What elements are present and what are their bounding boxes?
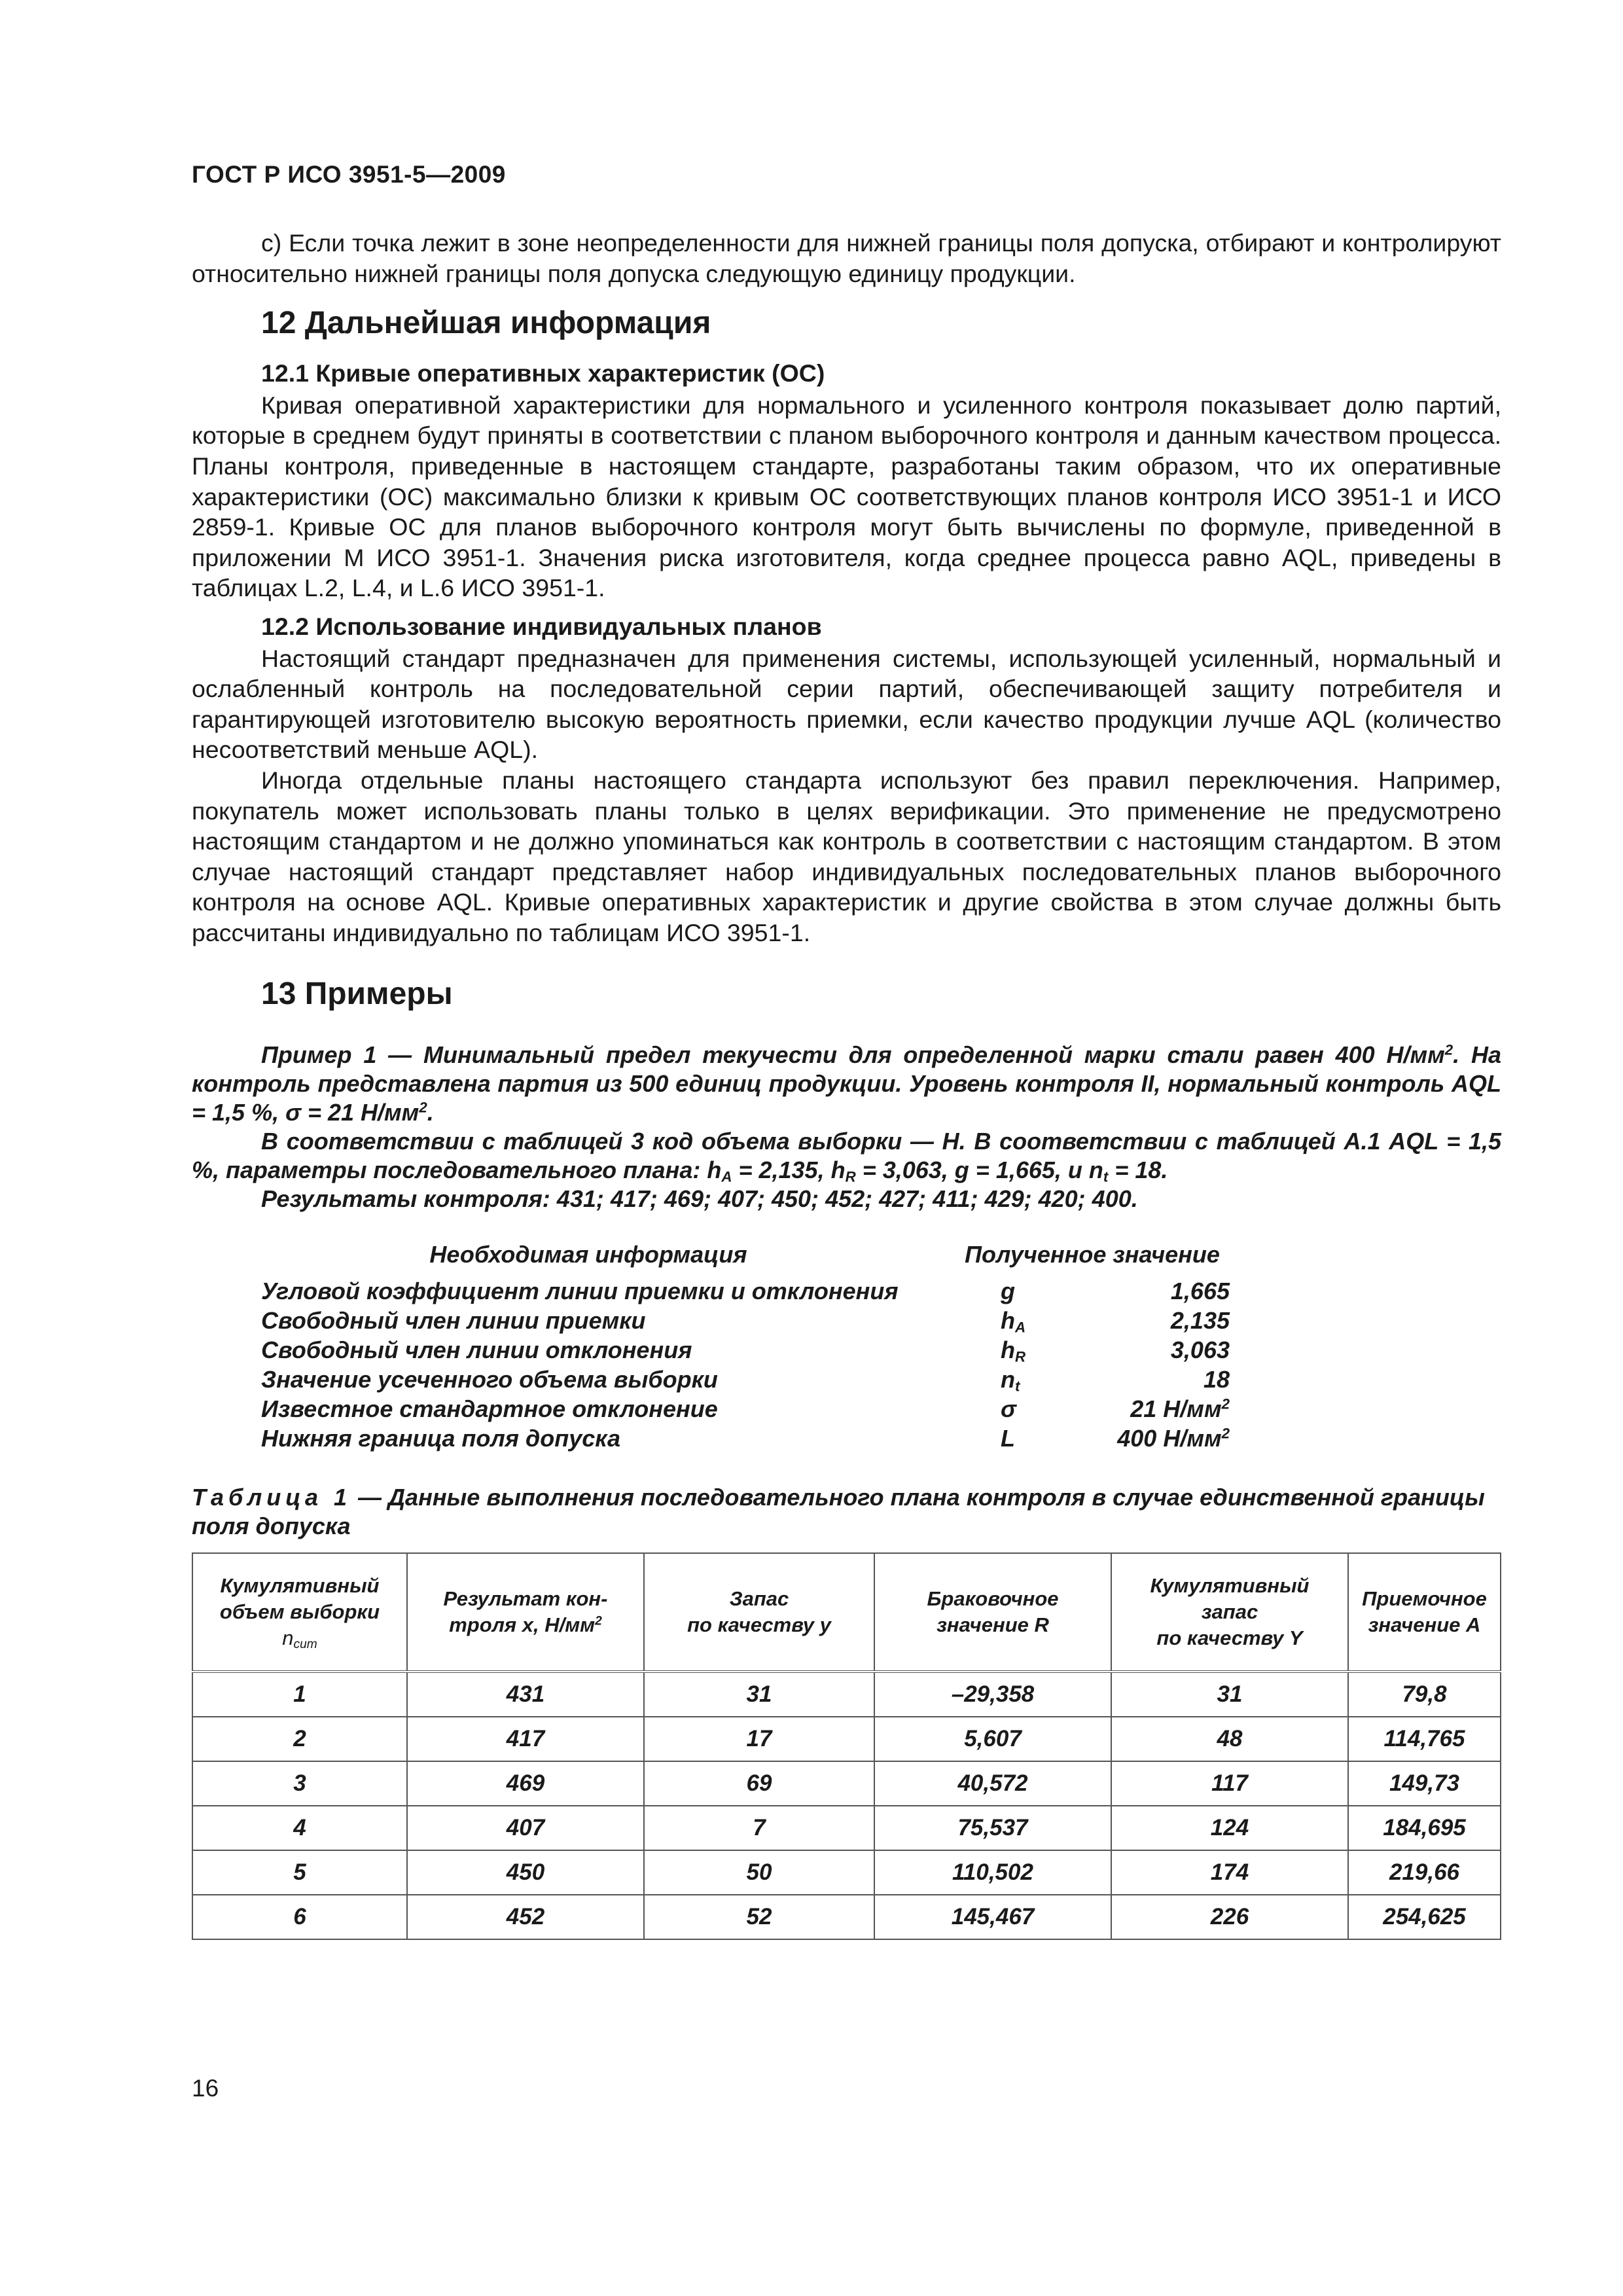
info-label: Нижняя граница поля допуска [261,1425,620,1452]
superscript: 2 [1444,1042,1454,1059]
table-1-title: — Данные выполнения последовательного плана контроля в случае единственной границы поля допуска [192,1484,1485,1540]
table-1-label: Таблица 1 [192,1484,352,1511]
header-line: Приемочное [1362,1587,1487,1611]
paragraph-c: c) Если точка лежит в зоне неопределенности для нижней границы поля допуска, отбирают и контролируют относительно нижней границы поля допуска следующую единицу продукции. [192,229,1501,287]
info-value [1079,1335,1230,1365]
info-symbol [1001,1306,1079,1335]
example-1-paragraph-3: Результаты контроля: 431; 417; 469; 407; 450; 452; 427; 411; 429; 420; 400. [261,1185,1138,1213]
column-header-r [874,1553,1111,1672]
example-1-paragraph-1 [192,1041,1501,1127]
table-cell: 124 [1111,1806,1348,1850]
table-cell: 52 [644,1895,874,1939]
column-header-y [644,1553,874,1672]
header-line: Кумулятивный [1150,1574,1310,1598]
table-cell: 145,467 [874,1895,1111,1939]
example-1-text-a: Пример 1 — Минимальный предел текучести для определенной марки стали равен 400 Н/мм [261,1041,1445,1069]
table-cell: 48 [1111,1717,1348,1761]
value-superscript: 2 [1221,1426,1230,1443]
column-header-a [1348,1553,1501,1672]
header-line: Кумулятивный [220,1574,380,1598]
symbol: L [1001,1425,1015,1452]
info-value [1079,1306,1230,1335]
example-1-text-c: В соответствии с таблицей 3 код объема выборки — Н. В соответствии с таблицей А.1 AQL = 1,5 %, параметры последовательного плана: h [192,1128,1501,1184]
period: . [427,1099,434,1126]
section-12-1-paragraph: Кривая оперативной характеристики для нормального и усиленного контроля показывает долю партий, которые в среднем будут приняты в соответствии с планом выборочного контроля и данным качеством процесса. Планы контроля, приведенные в настоящем стандарте, разработаны таким образом, что их оперативные характеристики (ОС) максимально близки к кривым ОС соответствующих планов контроля ИСО 3951-1 и ИСО 2859-1. Кривые ОС для планов выборочного контроля могут быть вычислены по формуле, приведенной в приложении М ИСО 3951-1. Значения риска изготовителя, когда среднее процесса равно AQL, приведены в таблицах L.2, L.4, и L.6 ИСО 3951-1. [192,391,1501,602]
table-cell: 5 [192,1850,407,1895]
table-cell: 407 [407,1806,644,1850]
table-cell: 226 [1111,1895,1348,1939]
info-symbol [1001,1365,1079,1394]
superscript: 2 [419,1100,427,1117]
header-line: объем выборки [219,1600,380,1624]
example-1-paragraph-2 [192,1127,1501,1185]
required-info-row [261,1276,1501,1306]
section-12-1-heading: 12.1 Кривые оперативных характеристик (ОС) [261,359,825,387]
info-symbol [1001,1335,1079,1365]
required-info-list [261,1240,1501,1453]
table-cell: 17 [644,1717,874,1761]
info-label: Свободный член линии приемки [261,1307,646,1335]
table-cell: 5,607 [874,1717,1111,1761]
table-cell: 117 [1111,1761,1348,1806]
example-1 [192,1041,1501,1213]
table-cell: –29,358 [874,1672,1111,1717]
document-body [192,228,1501,1940]
table-row [192,1717,1501,1761]
example-1-text-f: = 18. [1108,1157,1168,1184]
info-value [1079,1424,1230,1453]
table-cell: 75,537 [874,1806,1111,1850]
column-header-ncum [192,1553,407,1672]
header-line: по качеству y [687,1613,831,1637]
required-info-header-left: Необходимая информация [429,1241,747,1268]
value: 18 [1203,1366,1230,1393]
header-line: запас [1201,1600,1258,1624]
table-cell: 40,572 [874,1761,1111,1806]
value: 21 Н/мм [1130,1395,1222,1423]
document-header: ГОСТ Р ИСО 3951-5—2009 [192,161,506,188]
required-info-row [261,1394,1501,1424]
table-1 [192,1552,1501,1940]
table-cell: 31 [1111,1672,1348,1717]
required-info-header [261,1240,1501,1276]
table-row [192,1806,1501,1850]
table-cell: 219,66 [1348,1850,1501,1895]
info-label: Угловой коэффициент линии приемки и отклонения [261,1278,899,1305]
section-13-heading: 13 Примеры [261,977,453,1012]
value: 3,063 [1170,1336,1230,1364]
table-cell: 50 [644,1850,874,1895]
table-row [192,1895,1501,1939]
info-value [1079,1276,1230,1306]
info-label: Известное стандартное отклонение [261,1395,718,1423]
symbol-subscript: R [1015,1349,1026,1366]
table-1-caption [192,1483,1501,1541]
symbol: h [1001,1307,1015,1335]
section-12-2-paragraph-2: Иногда отдельные планы настоящего стандарта используют без правил переключения. Например, покупатель может использовать планы только в целях верификации. Это применение не предусмотрено настоящим стандартом и не должно упоминаться как контроль в соответствии с настоящим стандартом. В этом случае настоящий стандарт представляет набор индивидуальных последовательных планов выборочного контроля на основе AQL. Кривые оперативных характеристик и другие свойства в этом случае должны быть рассчитаны индивидуально по таблицам ИСО 3951-1. [192,766,1501,946]
column-header-cum-y [1111,1553,1348,1672]
table-cell: 7 [644,1806,874,1850]
example-1-text-d: = 2,135, h [732,1157,846,1184]
table-cell: 149,73 [1348,1761,1501,1806]
value: 2,135 [1170,1307,1230,1335]
symbol: n [1001,1366,1015,1393]
table-cell: 452 [407,1895,644,1939]
required-info-row [261,1365,1501,1394]
table-cell: 184,695 [1348,1806,1501,1850]
table-cell: 254,625 [1348,1895,1501,1939]
table-row [192,1850,1501,1895]
symbol-subscript: t [1015,1378,1020,1395]
header-symbol: n [282,1626,294,1650]
header-subscript: cum [293,1638,317,1652]
value-superscript: 2 [1221,1396,1230,1413]
header-line: по качеству Y [1156,1626,1303,1650]
table-row [192,1672,1501,1717]
table-cell: 6 [192,1895,407,1939]
header-line: троля x, Н/мм [449,1613,596,1637]
value: 1,665 [1170,1278,1230,1305]
required-info-row [261,1335,1501,1365]
section-12-2-heading: 12.2 Использование индивидуальных планов [261,612,822,640]
table-cell: 4 [192,1806,407,1850]
table-cell: 69 [644,1761,874,1806]
header-superscript: 2 [595,1614,602,1628]
table-cell: 469 [407,1761,644,1806]
header-line: значение R [936,1613,1049,1637]
info-label: Значение усеченного объема выборки [261,1366,718,1393]
example-1-text-b: . На контроль представлена партия из 500 единиц продукции. Уровень контроля II, нормальный контроль AQL = 1,5 %, σ = 21 Н/мм [192,1041,1501,1126]
required-info-rows [261,1276,1501,1453]
info-symbol [1001,1276,1079,1306]
subscript: A [721,1169,732,1186]
table-row [192,1761,1501,1806]
table-cell: 31 [644,1672,874,1717]
header-line: Запас [729,1587,789,1611]
column-header-x [407,1553,644,1672]
required-info-header-right: Полученное значение [965,1241,1220,1268]
table-cell: 110,502 [874,1850,1111,1895]
symbol: h [1001,1336,1015,1364]
table-cell: 174 [1111,1850,1348,1895]
info-value [1079,1365,1230,1394]
page-number: 16 [192,2075,219,2102]
symbol: σ [1001,1395,1016,1423]
header-line: Результат кон- [443,1587,608,1611]
info-symbol [1001,1424,1079,1453]
symbol-subscript: A [1015,1319,1026,1336]
section-12-heading: 12 Дальнейшая информация [261,306,711,341]
required-info-row [261,1306,1501,1335]
table-body [192,1672,1501,1939]
table-cell: 114,765 [1348,1717,1501,1761]
info-value [1079,1394,1230,1424]
required-info-row [261,1424,1501,1453]
info-symbol [1001,1394,1079,1424]
value: 400 Н/мм [1117,1425,1222,1452]
subscript: t [1103,1169,1109,1186]
table-cell: 450 [407,1850,644,1895]
table-cell: 1 [192,1672,407,1717]
table-cell: 431 [407,1672,644,1717]
header-line: Браковочное [927,1587,1059,1611]
example-1-text-e: = 3,063, g = 1,665, и n [855,1157,1103,1184]
info-label: Свободный член линии отклонения [261,1336,692,1364]
table-cell: 79,8 [1348,1672,1501,1717]
table-header-row [192,1553,1501,1672]
section-12-2-paragraph-1: Настоящий стандарт предназначен для применения системы, использующей усиленный, нормальный и ослабленный контроль на последовательной серии партий, обеспечивающей защиту потребителя и гарантирующей изготовителю высокую вероятность приемки, если качество продукции лучше AQL (количество несоответствий меньше AQL). [192,644,1501,764]
subscript: R [845,1169,856,1186]
symbol: g [1001,1278,1015,1305]
table-cell: 2 [192,1717,407,1761]
table-cell: 417 [407,1717,644,1761]
table-cell: 3 [192,1761,407,1806]
header-line: значение A [1368,1613,1481,1637]
